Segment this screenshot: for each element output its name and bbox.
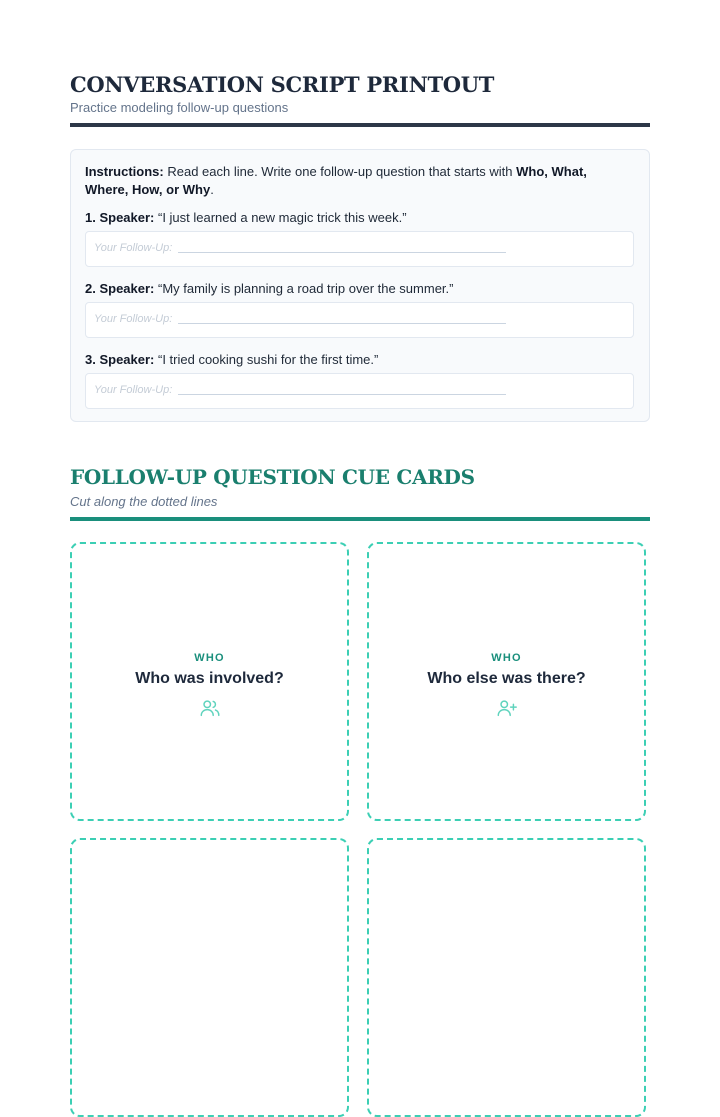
- instructions-body: Read each line. Write one follow-up question that starts with: [163, 164, 517, 179]
- page-subtitle: Practice modeling follow-up questions: [70, 100, 289, 115]
- follow-up-answer-field-3[interactable]: [85, 373, 634, 409]
- follow-up-answer-field-2[interactable]: [85, 302, 634, 338]
- speaker-number: 1. Speaker:: [85, 210, 155, 225]
- speaker-prompt-2: [85, 281, 453, 296]
- instructions-question-words: Who, What, Where, How, or Why: [85, 164, 587, 197]
- answer-label: Your Follow-Up:: [94, 242, 173, 254]
- user-plus-icon: [496, 697, 518, 719]
- follow-up-answer-field-1[interactable]: [85, 231, 634, 267]
- cue-cards-subtitle: Cut along the dotted lines: [70, 494, 218, 509]
- title-divider: [70, 123, 650, 127]
- speaker-quote: “I tried cooking sushi for the first time.”: [154, 352, 379, 367]
- speaker-prompt-3: [85, 352, 378, 367]
- instructions-text: [85, 163, 630, 199]
- answer-writing-line: [178, 323, 506, 324]
- card-category: WHO: [491, 652, 522, 664]
- card-question: Who else was there?: [427, 670, 586, 687]
- instructions-end: .: [210, 182, 214, 197]
- cue-card-who-else: [367, 542, 646, 821]
- answer-label: Your Follow-Up:: [94, 313, 173, 325]
- cue-cards-title: FOLLOW-UP QUESTION CUE CARDS: [70, 465, 475, 489]
- instructions-label: Instructions:: [85, 164, 164, 179]
- speaker-number: 3. Speaker:: [85, 352, 155, 367]
- instructions-panel: [70, 149, 650, 422]
- page-title: CONVERSATION SCRIPT PRINTOUT: [70, 72, 495, 97]
- users-icon: [199, 697, 221, 719]
- speaker-quote: “I just learned a new magic trick this week.”: [154, 210, 407, 225]
- card-question: Who was involved?: [135, 670, 284, 687]
- speaker-quote: “My family is planning a road trip over the summer.”: [154, 281, 454, 296]
- answer-writing-line: [178, 394, 506, 395]
- cue-card-3: [70, 838, 349, 1117]
- card-category: WHO: [194, 652, 225, 664]
- cue-card-4: [367, 838, 646, 1117]
- cue-card-who-involved: [70, 542, 349, 821]
- answer-label: Your Follow-Up:: [94, 384, 173, 396]
- cue-cards-divider: [70, 517, 650, 521]
- speaker-number: 2. Speaker:: [85, 281, 155, 296]
- speaker-prompt-1: [85, 210, 407, 225]
- answer-writing-line: [178, 252, 506, 253]
